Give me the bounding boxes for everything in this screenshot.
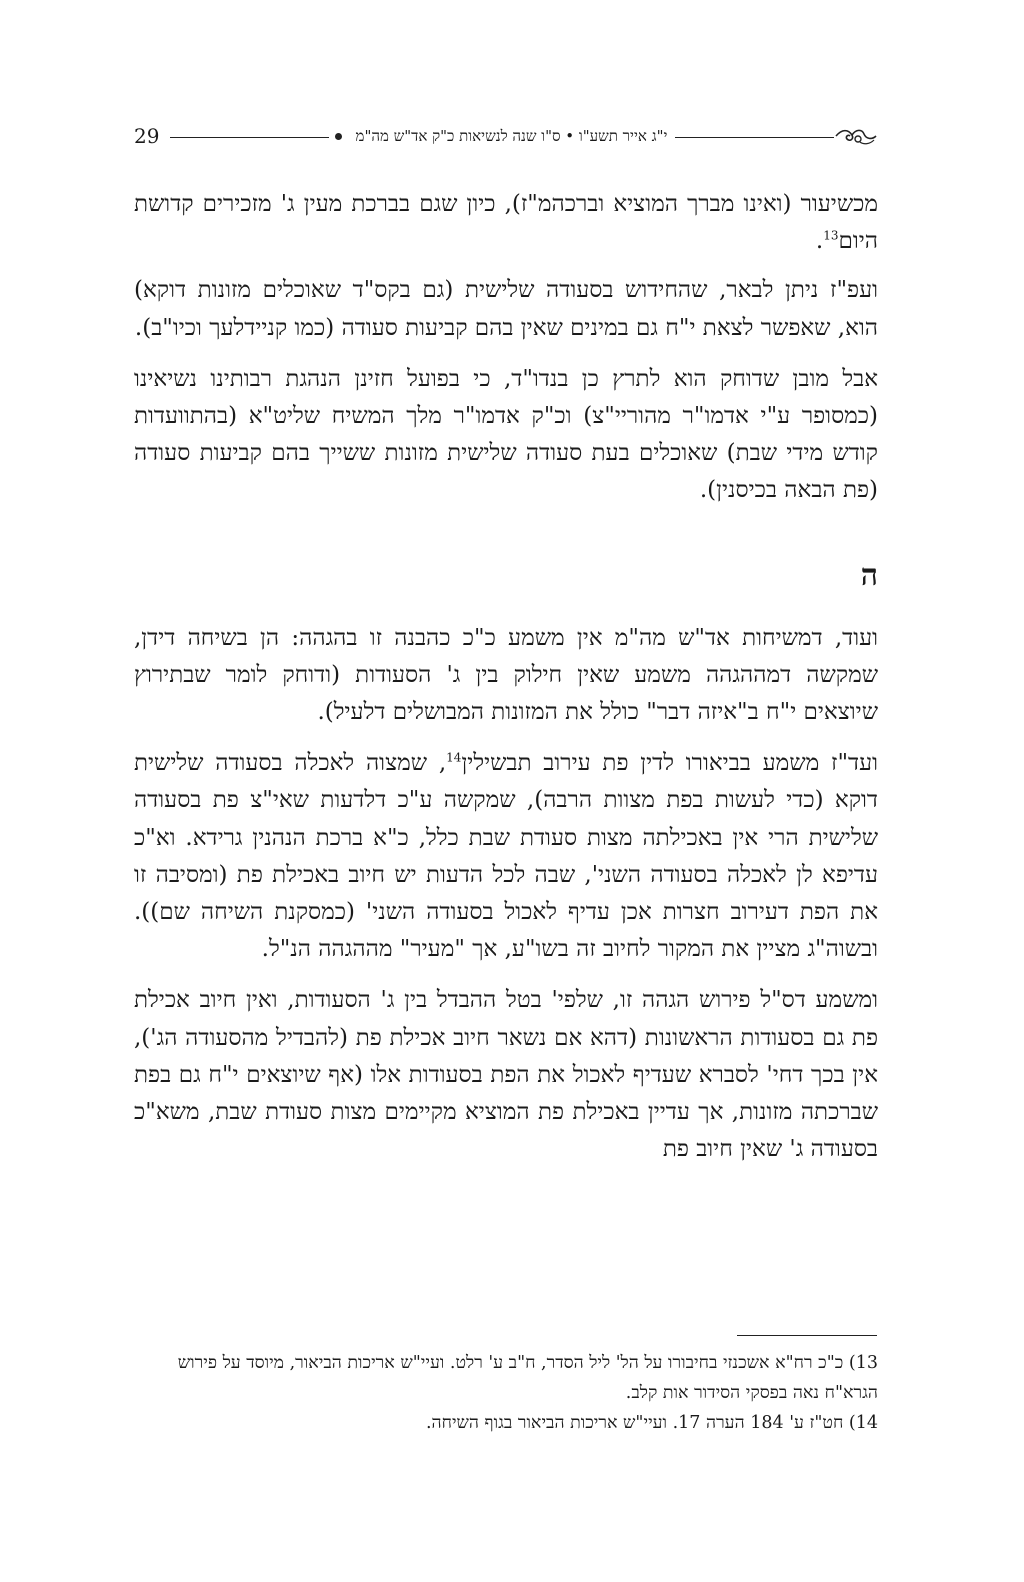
header-dot (335, 133, 342, 140)
paragraph: ועד"ז משמע בביאורו לדין פת עירוב תבשילין$^{14}$, שמצוה לאכלה בסעודה שלישית דוקא (כדי לעשות בפת מצוות הרבה), שמקשה ע"כ דלדעות שאי"צ פת בסעודה שלישית הרי אין באכילתה מצות סעודת שבת כלל, כ"א ברכת הנהנין גרידא. וא"כ עדיפא לן לאכלה בסעודה השני', שבה לכל הדעות יש חיוב באכילת פת (ומסיבה זו את הפת דעירוב חצרות אכן עדיף לאכול בסעודה השני' (כמסקנת השיחה שם)). ובשוה"ג מציין את המקור לחיוב זה בשו"ע, אך "מעיר" מההגהה הנ"ל. (134, 750, 878, 963)
footnote-ref[interactable]: 13 (823, 228, 839, 243)
footnote-ref[interactable]: 14 (446, 750, 462, 765)
paragraph: ועפ"ז ניתן לבאר, שהחידוש בסעודה שלישית (גם בקס"ד שאוכלים מזונות דוקא) הוא, שאפשר לצאת י"ח גם במינים שאין בהם קביעות סעודה (כמו קניידלעך וכיו"ב). (134, 277, 878, 341)
paragraph: ומשמע דס"ל פירוש הגהה זו, שלפי' בטל ההבדל בין ג' הסעודות, ואין חיוב אכילת פת גם בסעודות הראשונות (דהא אם נשאר חיוב אכילת פת (להבדיל מהסעודה הג'), אין בכך דחי' לסברא שעדיף לאכול את הפת בסעודות אלו (אף שיוצאים י"ח גם בפת שברכתה מזונות, אך עדיין באכילת פת המוציא מקיימים מצות סעודת שבת, משא"כ בסעודה ג' שאין חיוב פת (134, 987, 878, 1163)
footnote-13: 13) כ"כ רח"א אשכנזי בחיבורו על הל' ליל הסדר, ח"ב ע' רלט. ועיי"ש אריכות הביאור, מיוסד על פירוש הגרא"ח נאה בפסקי הסידור אות קלב. (177, 1353, 878, 1403)
ornament-icon (834, 125, 878, 147)
running-header (134, 118, 878, 154)
main-text (134, 186, 878, 1182)
footnote-separator (737, 1335, 877, 1336)
header-rule-right (675, 137, 834, 138)
paragraph: אבל מובן שדוחק הוא לתרץ כן בנדו"ד, כי בפועל חזינן הנהגת רבותינו נשיאינו (כמסופר ע"י אדמו"ר מהוריי"צ) וכ"ק אדמו"ר מלך המשיח שליט"א (בהתוועדות קודש מידי שבת) שאוכלים בעת סעודה שלישית מזונות ששייך בהם קביעות סעודה (פת הבאה בכיסנין). (134, 365, 879, 504)
running-title: י"ג אייר תשע"ו • ס"ו שנה לנשיאות כ"ק אד"ש מה"מ (355, 126, 668, 145)
page-number: 29 (134, 124, 160, 148)
paragraph: מכשיעור (ואינו מברך המוציא וברכהמ"ז), כיון שגם בברכת מעין ג' מזכירים קדושת היום$^{13}$. (134, 191, 878, 255)
section-heading: ה (860, 557, 878, 593)
paragraph: ועוד, דמשיחות אד"ש מה"מ אין משמע כ"כ כהבנה זו בהגהה: הן בשיחה דידן, שמקשה דמההגהה משמע שאין חילוק בין ג' הסעודות (ודוחק לומר שבתירוץ שיוצאים י"ח ב"איזה דבר" כולל את המזונות המבושלים דלעיל). (134, 624, 878, 726)
footnotes (134, 1348, 878, 1438)
footnote-14: 14) חט"ז ע' 184 הערה 17. ועיי"ש אריכות הביאור בגוף השיחה. (425, 1413, 878, 1433)
header-rule-left (170, 137, 329, 138)
